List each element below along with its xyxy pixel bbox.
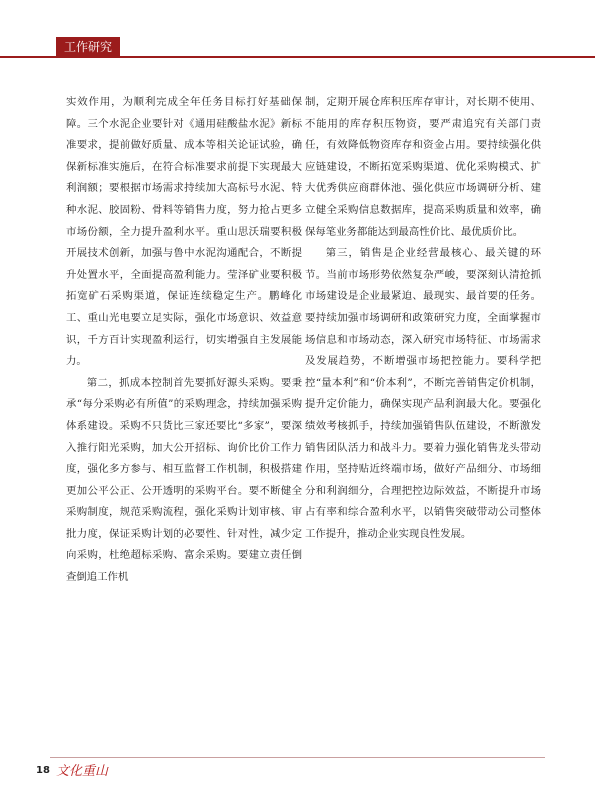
left-paragraph-1: 实效作用，为顺利完成全年任务目标打好基础保障。三个水泥企业要针对《通用硅酸盐水泥》新标准要求，提前做好质量、成本等相关论证试验，确保新标准实施后，在符合标准要求前提下实现最大利润额；要根据市场需求持续加大高标号水泥、特种水泥、胶固粉、骨料等销售力度，努力抢占更多市场份额，全力提升盈利水平。重山思沃瑞要积极开展技术创新，加强与鲁中水泥沟通配合，不断提升处置水平，全面提高盈利能力。莹泽矿业要积极拓宽矿石采购渠道，保证连续稳定生产。鹏峰化工、重山光电要立足实际，强化市场意识、效益意识，千方百计实现盈利运行，切实增强自主发展能力。 bbox=[66, 96, 302, 368]
right-paragraph-2: 第三，销售是企业经营最核心、最关键的环节。当前市场形势依然复杂严峻，要深刻认清抢抓市场建设是企业最紧迫、最现实、最首要的任务。要持续加强市场调研和政策研究力度，全面掌握市场信息和市场动态，深入研究市场特征、市场需求及发展趋势，不断增强市场把控能力。要科学把控“量本利”和“价本利”，不断完善销售定价机制，提升定价能力，确保实现产品利润最大化。要强化绩效考核抓手，持续加强销售队伍建设，不断激发销售团队活力和战斗力。要着力强化销售龙头带动作用，坚持贴近终端市场，做好产品细分、市场细分和利润细分，合理把控边际效益，不断提升市场占有率和综合盈利水平，以销售突破带动公司整体工作提升，推动企业实现良性发展。 bbox=[305, 247, 541, 540]
left-column bbox=[66, 92, 302, 589]
right-paragraph-1: 制，定期开展仓库积压库存审计，对长期不使用、不能用的库存积压物资，要严肃追究有关部门责任，有效降低物资库存和资金占用。要持续强化供应链建设，不断拓宽采购渠道、优化采购模式、扩大优秀供应商群体池、强化供应市场调研分析、建立健全采购信息数据库，提高采购质量和效率，确保每笔业务都能达到最高性价比、最优质价比。 bbox=[305, 96, 541, 238]
page-number: 18 bbox=[36, 765, 50, 776]
section-tag: 工作研究 bbox=[56, 37, 120, 58]
brand-logo: 文化重山 bbox=[56, 764, 109, 779]
footer-rule bbox=[50, 757, 545, 758]
header-rule bbox=[0, 56, 595, 58]
right-column bbox=[305, 92, 541, 545]
left-paragraph-2: 第二，抓成本控制首先要抓好源头采购。要秉承“每分采购必有所值”的采购理念，持续加强采购体系建设。采购不只货比三家还要比“多家”，要深入推行阳光采购，加大公开招标、询价比价工作力度，强化多方参与、相互监督工作机制，积极搭建更加公平公正、公开透明的采购平台。要不断健全采购制度，规范采购流程，强化采购计划审核、审批力度，保证采购计划的必要性、针对性，减少定向采购，杜绝超标采购、富余采购。要建立责任倒查倒追工作机 bbox=[66, 376, 302, 584]
